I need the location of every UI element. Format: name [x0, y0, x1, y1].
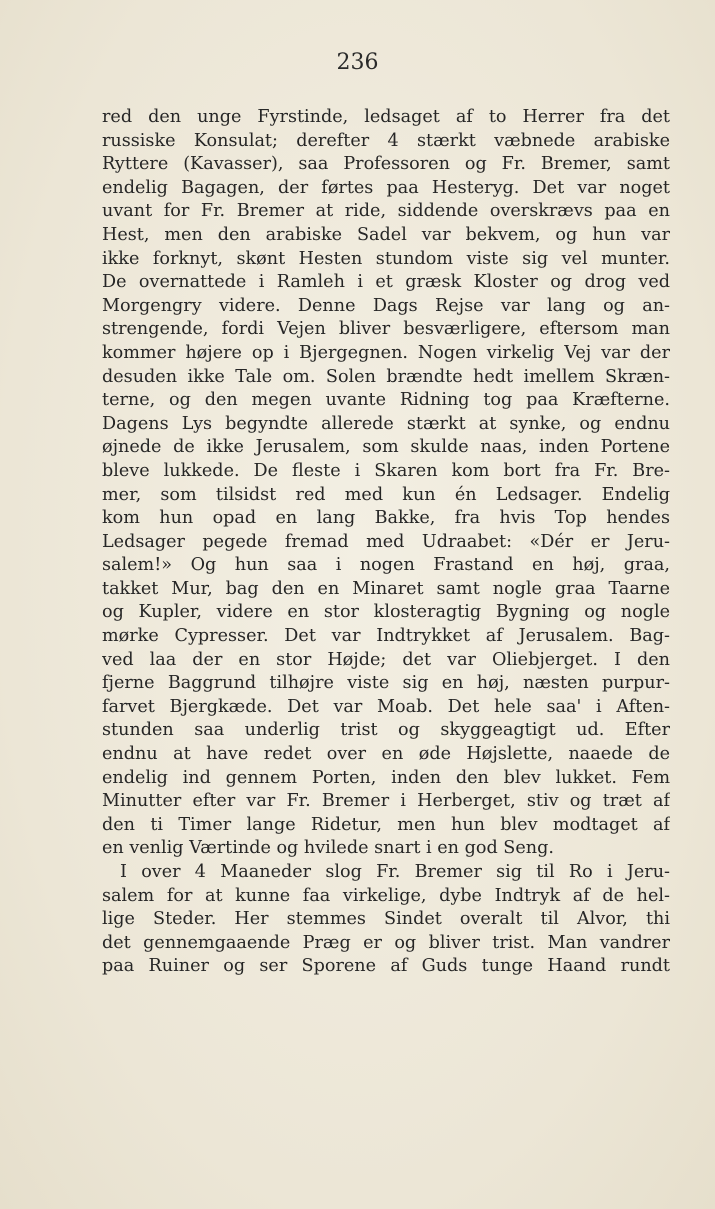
- text-line: endnu at have redet over en øde Højslette, naaede de: [102, 744, 670, 765]
- text-line: stunden saa underlig trist og skyggeagtigt ud. Efter: [102, 720, 670, 741]
- text-line: kom hun opad en lang Bakke, fra hvis Top hendes: [102, 508, 670, 529]
- text-line: ved laa der en stor Højde; det var Oliebjerget. I den: [102, 649, 670, 670]
- text-line: det gennemgaaende Præg er og bliver trist. Man vandrer: [102, 932, 670, 953]
- text-line: endelig ind gennem Porten, inden den blev lukket. Fem: [102, 767, 670, 788]
- text-line: og Kupler, videre en stor klosteragtig Bygning og nogle: [102, 602, 670, 623]
- text-line: Minutter efter var Fr. Bremer i Herberget, stiv og træt af: [102, 791, 670, 812]
- text-line: Dagens Lys begyndte allerede stærkt at synke, og endnu: [102, 413, 670, 434]
- text-line: øjnede de ikke Jerusalem, som skulde naas, inden Portene: [102, 437, 670, 458]
- text-line: paa Ruiner og ser Sporene af Guds tunge Haand rundt: [102, 956, 670, 977]
- text-line: Morgengry videre. Denne Dags Rejse var lang og an-: [102, 295, 670, 316]
- body-text: [102, 106, 670, 979]
- text-line: den ti Timer lange Ridetur, men hun blev modtaget af: [102, 814, 670, 835]
- text-line: salem for at kunne faa virkelige, dybe Indtryk af de hel-: [102, 885, 670, 906]
- text-line: lige Steder. Her stemmes Sindet overalt til Alvor, thi: [102, 909, 670, 930]
- text-line: russiske Konsulat; derefter 4 stærkt væbnede arabiske: [102, 130, 670, 151]
- text-line: desuden ikke Tale om. Solen brændte hedt imellem Skræn-: [102, 366, 670, 387]
- text-line: mer, som tilsidst red med kun én Ledsager. Endelig: [102, 484, 670, 505]
- text-line: takket Mur, bag den en Minaret samt nogle graa Taarne: [102, 578, 670, 599]
- text-line: Hest, men den arabiske Sadel var bekvem, og hun var: [102, 224, 670, 245]
- text-line: uvant for Fr. Bremer at ride, siddende overskrævs paa en: [102, 201, 670, 222]
- text-line: ikke forknyt, skønt Hesten stundom viste sig vel munter.: [102, 248, 670, 269]
- text-line: salem!» Og hun saa i nogen Frastand en høj, graa,: [102, 555, 670, 576]
- text-line: mørke Cypresser. Det var Indtrykket af Jerusalem. Bag-: [102, 626, 670, 647]
- text-line: bleve lukkede. De fleste i Skaren kom bort fra Fr. Bre-: [102, 460, 670, 481]
- text-line: endelig Bagagen, der førtes paa Hesteryg. Det var noget: [102, 177, 670, 198]
- text-line: Ryttere (Kavasser), saa Professoren og Fr. Bremer, samt: [102, 154, 670, 175]
- text-line: terne, og den megen uvante Ridning tog paa Kræfterne.: [102, 390, 670, 411]
- text-line: fjerne Baggrund tilhøjre viste sig en høj, næsten purpur-: [102, 673, 670, 694]
- text-line: De overnattede i Ramleh i et græsk Kloster og drog ved: [102, 272, 670, 293]
- text-line: kommer højere op i Bjergegnen. Nogen virkelig Vej var der: [102, 342, 670, 363]
- text-line: Ledsager pegede fremad med Udraabet: «Dér er Jeru-: [102, 531, 670, 552]
- text-line: farvet Bjergkæde. Det var Moab. Det hele saa' i Aften-: [102, 696, 670, 717]
- text-line: strengende, fordi Vejen bliver besværligere, eftersom man: [102, 319, 670, 340]
- text-line: red den unge Fyrstinde, ledsaget af to Herrer fra det: [102, 107, 670, 127]
- page-number: 236: [336, 50, 379, 75]
- text-line: en venlig Værtinde og hvilede snart i en god Seng.: [102, 838, 554, 859]
- text-line: I over 4 Maaneder slog Fr. Bremer sig til Ro i Jeru-: [120, 862, 670, 882]
